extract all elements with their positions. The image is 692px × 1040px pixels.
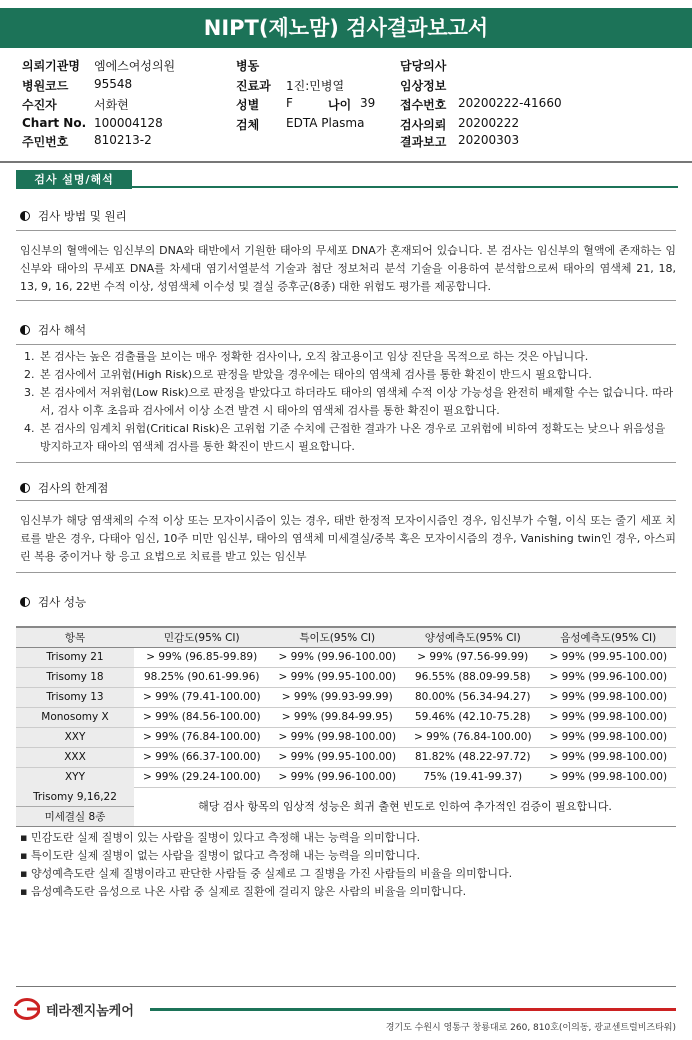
row-label-cell: XYY bbox=[16, 767, 134, 787]
table-cell: > 99% (99.98-100.00) bbox=[541, 747, 677, 767]
table-cell: > 99% (76.84-100.00) bbox=[405, 727, 541, 747]
header-institution bbox=[22, 57, 222, 75]
section-heading-method bbox=[20, 208, 127, 224]
list-text: 본 검사에서 고위험(High Risk)으로 판정을 받았을 경우에는 태아의 염색체 검사를 통한 확진이 반드시 필요합니다. bbox=[40, 368, 592, 381]
header-doctor bbox=[400, 57, 600, 75]
table-cell: > 99% (99.98-100.00) bbox=[541, 727, 677, 747]
header-label: 접수번호 bbox=[400, 98, 447, 112]
list-item bbox=[24, 384, 674, 420]
row-label-cell: Trisomy 18 bbox=[16, 667, 134, 687]
header-label: 성별 bbox=[236, 98, 260, 112]
table-cell: 75% (19.41-99.37) bbox=[405, 767, 541, 787]
table-cell: > 99% (99.96-100.00) bbox=[541, 667, 677, 687]
header-divider bbox=[0, 161, 692, 163]
section-divider bbox=[16, 500, 676, 501]
table-row bbox=[16, 667, 676, 687]
list-text: 본 검사는 높은 검출률을 보이는 매우 정확한 검사이나, 오직 참고용이고 임상 진단을 목적으로 하는 것은 아닙니다. bbox=[40, 350, 589, 363]
table-row bbox=[16, 767, 676, 787]
header-specimen bbox=[236, 116, 386, 134]
column-header: 음성예측도(95% CI) bbox=[541, 627, 677, 647]
table-cell: 59.46% (42.10-75.28) bbox=[405, 707, 541, 727]
table-cell: 96.55% (88.09-99.58) bbox=[405, 667, 541, 687]
header-label: 수진자 bbox=[22, 98, 57, 112]
footer-accent-red bbox=[510, 1008, 676, 1011]
header-label: 병원코드 bbox=[22, 79, 69, 93]
table-cell: 98.25% (90.61-99.96) bbox=[134, 667, 270, 687]
section-heading-text: 검사 해석 bbox=[38, 323, 87, 337]
tab-description: 검사 설명/해석 bbox=[16, 170, 132, 189]
header-value: F bbox=[286, 96, 293, 110]
rare-label-trisomy: Trisomy 9,16,22 bbox=[33, 791, 117, 803]
list-number: 4. bbox=[24, 422, 35, 435]
header-chart-no bbox=[22, 116, 222, 134]
header-hospital-code bbox=[22, 77, 222, 95]
header-label: 결과보고 bbox=[400, 135, 447, 149]
table-cell: 80.00% (56.34-94.27) bbox=[405, 687, 541, 707]
table-row bbox=[16, 647, 676, 667]
header-department bbox=[236, 77, 386, 95]
section-divider bbox=[16, 462, 676, 463]
header-value: 20200222-41660 bbox=[458, 96, 562, 110]
report-title: NIPT(제노맘) 검사결과보고서 bbox=[0, 8, 692, 48]
column-header: 민감도(95% CI) bbox=[134, 627, 270, 647]
header-value: 1진:민병열 bbox=[286, 79, 345, 93]
limitations-text: 임신부가 해당 염색체의 수적 이상 또는 모자이시즘이 있는 경우, 태반 한정적 모자이시즘인 경우, 임신부가 수혈, 이식 또는 줄기 세포 치료를 받은 경우, 다태아 임신, 10주 미만 임신부, 태아의 염색체 미세결실/중복 혹은 모자이시즘의 경우, Vanishing twin인 경우, 아스피린 복용 중이거나 항 응고 요법으로 치료를 받고 있는 임신부 bbox=[20, 514, 676, 563]
half-circle-icon bbox=[20, 211, 30, 221]
table-cell: > 99% (97.56-99.99) bbox=[405, 647, 541, 667]
header-receipt-no bbox=[400, 96, 600, 114]
section-heading-text: 검사의 한계점 bbox=[38, 481, 109, 495]
section-heading-text: 검사 성능 bbox=[38, 595, 87, 609]
header-label: 검사의뢰 bbox=[400, 118, 447, 132]
section-divider bbox=[16, 572, 676, 573]
rare-items-row bbox=[16, 787, 676, 827]
row-label-cell: Monosomy X bbox=[16, 707, 134, 727]
rare-items-label bbox=[16, 787, 134, 827]
header-report-date bbox=[400, 133, 600, 151]
section-heading-limitations bbox=[20, 480, 108, 496]
rare-label-microdeletion: 미세결실 8종 bbox=[44, 811, 106, 823]
half-circle-icon bbox=[20, 597, 30, 607]
list-text: 본 검사에서 저위험(Low Risk)으로 판정을 받았다고 하더라도 태아의 염색체 수적 이상 가능성을 완전히 배제할 수는 없습니다. 따라서, 검사 이후 초음파 검사에서 이상 소견 발견 시 태아의 염색체 검사를 통한 확진이 필요합니다. bbox=[40, 386, 674, 417]
header-age bbox=[328, 96, 388, 114]
header-label: 병동 bbox=[236, 59, 260, 73]
header-label: 진료과 bbox=[236, 79, 271, 93]
table-cell: > 99% (99.84-99.95) bbox=[270, 707, 406, 727]
row-label-cell: XXX bbox=[16, 747, 134, 767]
table-cell: > 99% (76.84-100.00) bbox=[134, 727, 270, 747]
header-clinical-info bbox=[400, 77, 600, 95]
tab-underline bbox=[132, 186, 678, 188]
table-cell: > 99% (99.93-99.99) bbox=[270, 687, 406, 707]
table-cell: > 99% (99.98-100.00) bbox=[270, 727, 406, 747]
header-value: EDTA Plasma bbox=[286, 116, 365, 130]
table-cell: > 99% (99.95-100.00) bbox=[270, 667, 406, 687]
section-divider bbox=[16, 300, 676, 301]
column-header: 특이도(95% CI) bbox=[270, 627, 406, 647]
list-item bbox=[24, 348, 674, 366]
footer-divider bbox=[16, 986, 676, 987]
section-divider bbox=[16, 344, 676, 345]
table-header-row bbox=[16, 627, 676, 647]
column-header: 항목 bbox=[16, 627, 134, 647]
section-heading-interpretation bbox=[20, 322, 86, 338]
table-cell: > 99% (84.56-100.00) bbox=[134, 707, 270, 727]
company-address: 경기도 수원시 영통구 창룡대로 260, 810호(이의동, 광교센트럴비즈타워) bbox=[385, 1023, 676, 1033]
definition-item: ▪ 민감도란 실제 질병이 있는 사람을 질병이 있다고 측정해 내는 능력을 의미합니다. bbox=[20, 831, 421, 844]
list-number: 2. bbox=[24, 368, 35, 381]
interpretation-list bbox=[24, 348, 674, 456]
table-cell: > 99% (99.98-100.00) bbox=[541, 687, 677, 707]
definitions-list bbox=[20, 829, 512, 901]
list-text: 본 검사의 임계치 위험(Critical Risk)은 고위험 기준 수치에 근접한 결과가 나온 경우로 고위험에 비하여 정확도는 낮으나 위음성을 방지하고자 태아의 염색체 검사를 통한 확진이 반드시 필요합니다. bbox=[40, 422, 666, 453]
definition-item: ▪ 음성예측도란 음성으로 나온 사람 중 실제로 질환에 걸리지 않은 사람의 비율을 의미합니다. bbox=[20, 885, 467, 898]
section-divider bbox=[16, 230, 676, 231]
table-bottom-rule bbox=[16, 826, 676, 827]
table-row bbox=[16, 707, 676, 727]
table-cell: > 99% (79.41-100.00) bbox=[134, 687, 270, 707]
header-label: 나이 bbox=[328, 98, 352, 112]
header-request-date bbox=[400, 116, 600, 134]
header-value: 엠에스여성의원 bbox=[94, 59, 176, 73]
header-value: 95548 bbox=[94, 77, 133, 91]
table-cell: > 99% (99.98-100.00) bbox=[541, 767, 677, 787]
performance-table bbox=[16, 626, 676, 788]
row-label-cell: Trisomy 21 bbox=[16, 647, 134, 667]
list-item bbox=[24, 420, 674, 456]
table-cell: > 99% (99.95-100.00) bbox=[270, 747, 406, 767]
half-circle-icon bbox=[20, 483, 30, 493]
half-circle-icon bbox=[20, 325, 30, 335]
header-label: 의뢰기관명 bbox=[22, 59, 80, 73]
company-name: 테라젠지놈케어 bbox=[46, 1004, 134, 1019]
table-cell: > 99% (66.37-100.00) bbox=[134, 747, 270, 767]
method-text: 임신부의 혈액에는 임신부의 DNA와 태반에서 기원한 태아의 무세포 DNA가 혼재되어 있습니다. 본 검사는 임신부의 혈액에 존재하는 임신부와 태아의 무세포 DNA를 차세대 염기서열분석 기술과 첨단 정보처리 분석 기술을 이용하여 분석함으로써 태아의 염색체 21, 18, 13, 9, 16, 22번 수적 이상, 성염색체 이수성 및 결실 증후군(8종) 대한 위험도 평가를 제공합니다. bbox=[20, 244, 676, 293]
list-item bbox=[24, 366, 674, 384]
row-label-cell: XXY bbox=[16, 727, 134, 747]
list-number: 3. bbox=[24, 386, 35, 399]
header-value: 20200303 bbox=[458, 133, 520, 147]
table-cell: > 99% (99.96-100.00) bbox=[270, 647, 406, 667]
table-cell: > 99% (99.96-100.00) bbox=[270, 767, 406, 787]
section-heading-text: 검사 방법 및 원리 bbox=[38, 209, 127, 223]
header-value: 39 bbox=[360, 96, 376, 110]
header-label: 담당의사 bbox=[400, 59, 447, 73]
header-label: 주민번호 bbox=[22, 135, 69, 149]
header-ward bbox=[236, 57, 386, 75]
footer-accent-green bbox=[150, 1008, 510, 1011]
header-value: 20200222 bbox=[458, 116, 520, 130]
section-heading-performance bbox=[20, 594, 86, 610]
header-label: Chart No. bbox=[22, 116, 87, 130]
row-label-cell: Trisomy 13 bbox=[16, 687, 134, 707]
list-number: 1. bbox=[24, 350, 35, 363]
table-row bbox=[16, 727, 676, 747]
table-cell: > 99% (99.98-100.00) bbox=[541, 707, 677, 727]
table-cell: > 99% (99.95-100.00) bbox=[541, 647, 677, 667]
definition-item: ▪ 특이도란 실제 질병이 없는 사람을 질병이 없다고 측정해 내는 능력을 의미합니다. bbox=[20, 849, 421, 862]
header-value: 810213-2 bbox=[94, 133, 152, 147]
definition-item: ▪ 양성예측도란 실제 질병이라고 판단한 사람들 중 실제로 그 질병을 가진 사람들의 비율을 의미합니다. bbox=[20, 867, 513, 880]
table-cell: > 99% (96.85-99.89) bbox=[134, 647, 270, 667]
header-value: 서화현 bbox=[94, 98, 129, 112]
terragen-logo-icon bbox=[14, 998, 40, 1020]
header-label: 검체 bbox=[236, 118, 260, 132]
table-cell: > 99% (29.24-100.00) bbox=[134, 767, 270, 787]
header-patient bbox=[22, 96, 222, 114]
header-value: 100004128 bbox=[94, 116, 163, 130]
table-row bbox=[16, 747, 676, 767]
table-cell: 81.82% (48.22-97.72) bbox=[405, 747, 541, 767]
column-header: 양성예측도(95% CI) bbox=[405, 627, 541, 647]
rare-items-note: 해당 검사 항목의 임상적 성능은 희귀 출현 빈도로 인하여 추가적인 검증이 필요합니다. bbox=[198, 800, 612, 813]
header-resident-no bbox=[22, 133, 222, 151]
header-label: 임상정보 bbox=[400, 79, 447, 93]
table-row bbox=[16, 687, 676, 707]
